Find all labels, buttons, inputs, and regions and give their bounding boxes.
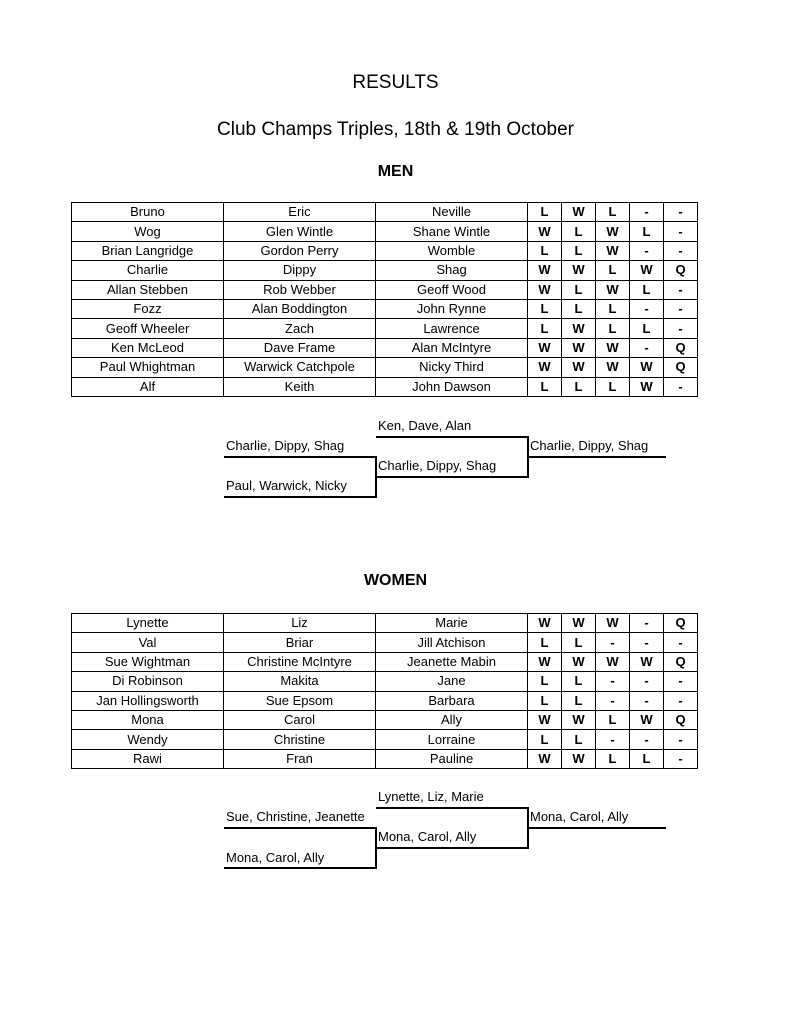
women-bracket-line	[528, 827, 666, 829]
women-result-row	[72, 749, 698, 768]
player-name-cell: Neville	[376, 203, 528, 222]
round-result-cell: -	[596, 672, 630, 691]
player-name-cell: Womble	[376, 241, 528, 260]
men-result-row	[72, 358, 698, 377]
women-bracket-semi-top-team: Lynette, Liz, Marie	[378, 789, 484, 804]
round-result-cell: L	[562, 672, 596, 691]
round-result-cell: W	[630, 358, 664, 377]
men-result-row	[72, 280, 698, 299]
round-result-cell: W	[562, 710, 596, 729]
player-name-cell: Dippy	[224, 261, 376, 280]
player-name-cell: Jan Hollingsworth	[72, 691, 224, 710]
player-name-cell: Keith	[224, 377, 376, 396]
round-result-cell: L	[528, 299, 562, 318]
player-name-cell: Rawi	[72, 749, 224, 768]
player-name-cell: Ken McLeod	[72, 338, 224, 357]
women-bracket-semi-bottom-team: Mona, Carol, Ally	[378, 829, 477, 844]
round-result-cell: -	[664, 691, 698, 710]
round-result-cell: -	[630, 633, 664, 652]
women-result-row	[72, 652, 698, 671]
round-result-cell: L	[562, 280, 596, 299]
men-result-row	[72, 241, 698, 260]
women-bracket-quarter-top-team: Sue, Christine, Jeanette	[226, 809, 365, 824]
round-result-cell: -	[630, 338, 664, 357]
player-name-cell: Lynette	[72, 614, 224, 633]
men-bracket-line	[528, 456, 666, 458]
player-name-cell: Dave Frame	[224, 338, 376, 357]
round-result-cell: L	[596, 203, 630, 222]
men-result-row	[72, 203, 698, 222]
player-name-cell: Geoff Wood	[376, 280, 528, 299]
men-section-heading: MEN	[377, 163, 414, 180]
player-name-cell: Alan Boddington	[224, 299, 376, 318]
player-name-cell: John Rynne	[376, 299, 528, 318]
men-results-table	[71, 202, 698, 397]
men-result-row	[72, 377, 698, 396]
player-name-cell: Eric	[224, 203, 376, 222]
player-name-cell: Zach	[224, 319, 376, 338]
round-result-cell: W	[596, 222, 630, 241]
men-result-row	[72, 261, 698, 280]
round-result-cell: Q	[664, 358, 698, 377]
round-result-cell: W	[528, 222, 562, 241]
round-result-cell: Q	[664, 652, 698, 671]
round-result-cell: W	[562, 358, 596, 377]
round-result-cell: L	[562, 222, 596, 241]
player-name-cell: Warwick Catchpole	[224, 358, 376, 377]
round-result-cell: -	[630, 241, 664, 260]
women-bracket-line	[224, 827, 376, 829]
men-bracket-quarter-bottom-team: Paul, Warwick, Nicky	[226, 478, 347, 493]
round-result-cell: -	[630, 299, 664, 318]
page-title: RESULTS	[352, 72, 439, 93]
player-name-cell: Lorraine	[376, 730, 528, 749]
round-result-cell: -	[596, 691, 630, 710]
round-result-cell: Q	[664, 614, 698, 633]
round-result-cell: Q	[664, 338, 698, 357]
player-name-cell: Fozz	[72, 299, 224, 318]
player-name-cell: Makita	[224, 672, 376, 691]
player-name-cell: Di Robinson	[72, 672, 224, 691]
women-result-row	[72, 614, 698, 633]
women-result-row	[72, 672, 698, 691]
round-result-cell: W	[528, 358, 562, 377]
round-result-cell: W	[630, 710, 664, 729]
women-section-heading: WOMEN	[363, 572, 428, 589]
round-result-cell: L	[562, 691, 596, 710]
player-name-cell: Jeanette Mabin	[376, 652, 528, 671]
round-result-cell: L	[630, 749, 664, 768]
men-bracket-semi-top-team: Ken, Dave, Alan	[378, 418, 472, 433]
men-bracket-line	[527, 436, 529, 478]
men-bracket-quarter-top-team: Charlie, Dippy, Shag	[226, 438, 345, 453]
round-result-cell: L	[528, 672, 562, 691]
women-bracket-line	[375, 827, 377, 869]
player-name-cell: Glen Wintle	[224, 222, 376, 241]
player-name-cell: Jane	[376, 672, 528, 691]
player-name-cell: Allan Stebben	[72, 280, 224, 299]
men-bracket-line	[375, 456, 377, 498]
round-result-cell: -	[664, 222, 698, 241]
player-name-cell: Shag	[376, 261, 528, 280]
round-result-cell: Q	[664, 261, 698, 280]
player-name-cell: Wendy	[72, 730, 224, 749]
men-bracket-line	[224, 456, 376, 458]
player-name-cell: John Dawson	[376, 377, 528, 396]
player-name-cell: Nicky Third	[376, 358, 528, 377]
player-name-cell: Rob Webber	[224, 280, 376, 299]
player-name-cell: Sue Wightman	[72, 652, 224, 671]
round-result-cell: L	[596, 299, 630, 318]
round-result-cell: L	[596, 261, 630, 280]
round-result-cell: W	[528, 261, 562, 280]
round-result-cell: -	[664, 319, 698, 338]
women-bracket-winner: Mona, Carol, Ally	[530, 809, 629, 824]
round-result-cell: W	[528, 652, 562, 671]
player-name-cell: Shane Wintle	[376, 222, 528, 241]
round-result-cell: -	[664, 299, 698, 318]
round-result-cell: L	[528, 203, 562, 222]
women-bracket-line	[376, 847, 528, 849]
player-name-cell: Gordon Perry	[224, 241, 376, 260]
player-name-cell: Fran	[224, 749, 376, 768]
round-result-cell: -	[630, 691, 664, 710]
round-result-cell: L	[596, 749, 630, 768]
player-name-cell: Sue Epsom	[224, 691, 376, 710]
player-name-cell: Geoff Wheeler	[72, 319, 224, 338]
men-results-body	[72, 203, 698, 397]
round-result-cell: W	[562, 749, 596, 768]
player-name-cell: Ally	[376, 710, 528, 729]
round-result-cell: W	[630, 377, 664, 396]
round-result-cell: -	[664, 730, 698, 749]
round-result-cell: W	[596, 280, 630, 299]
women-bracket-line	[376, 807, 528, 809]
round-result-cell: W	[562, 338, 596, 357]
player-name-cell: Wog	[72, 222, 224, 241]
men-result-row	[72, 222, 698, 241]
women-bracket-quarter-bottom-team: Mona, Carol, Ally	[226, 850, 325, 865]
player-name-cell: Christine McIntyre	[224, 652, 376, 671]
round-result-cell: L	[596, 319, 630, 338]
player-name-cell: Alan McIntyre	[376, 338, 528, 357]
round-result-cell: L	[528, 319, 562, 338]
player-name-cell: Val	[72, 633, 224, 652]
round-result-cell: W	[596, 614, 630, 633]
women-result-row	[72, 730, 698, 749]
round-result-cell: -	[664, 280, 698, 299]
women-results-table	[71, 613, 698, 769]
player-name-cell: Alf	[72, 377, 224, 396]
round-result-cell: -	[630, 614, 664, 633]
women-bracket-line	[527, 807, 529, 849]
round-result-cell: W	[562, 652, 596, 671]
round-result-cell: -	[664, 203, 698, 222]
round-result-cell: W	[596, 652, 630, 671]
round-result-cell: L	[528, 691, 562, 710]
round-result-cell: W	[528, 710, 562, 729]
round-result-cell: L	[630, 222, 664, 241]
round-result-cell: W	[528, 280, 562, 299]
round-result-cell: -	[664, 672, 698, 691]
player-name-cell: Briar	[224, 633, 376, 652]
men-bracket-line	[376, 436, 528, 438]
round-result-cell: L	[596, 710, 630, 729]
round-result-cell: L	[528, 377, 562, 396]
round-result-cell: L	[562, 730, 596, 749]
round-result-cell: -	[630, 730, 664, 749]
round-result-cell: L	[596, 377, 630, 396]
round-result-cell: L	[562, 299, 596, 318]
player-name-cell: Bruno	[72, 203, 224, 222]
men-result-row	[72, 338, 698, 357]
page-subtitle: Club Champs Triples, 18th & 19th October	[217, 119, 574, 140]
player-name-cell: Pauline	[376, 749, 528, 768]
player-name-cell: Christine	[224, 730, 376, 749]
men-bracket-winner: Charlie, Dippy, Shag	[530, 438, 649, 453]
women-result-row	[72, 633, 698, 652]
round-result-cell: W	[562, 203, 596, 222]
player-name-cell: Brian Langridge	[72, 241, 224, 260]
round-result-cell: -	[664, 749, 698, 768]
round-result-cell: L	[562, 633, 596, 652]
player-name-cell: Mona	[72, 710, 224, 729]
round-result-cell: -	[664, 377, 698, 396]
men-bracket-semi-bottom-team: Charlie, Dippy, Shag	[378, 458, 497, 473]
round-result-cell: -	[630, 672, 664, 691]
women-bracket-line	[224, 867, 376, 869]
round-result-cell: -	[630, 203, 664, 222]
round-result-cell: W	[528, 338, 562, 357]
round-result-cell: L	[630, 280, 664, 299]
men-result-row	[72, 299, 698, 318]
round-result-cell: W	[528, 749, 562, 768]
round-result-cell: W	[562, 319, 596, 338]
round-result-cell: -	[664, 633, 698, 652]
round-result-cell: L	[562, 377, 596, 396]
player-name-cell: Liz	[224, 614, 376, 633]
player-name-cell: Lawrence	[376, 319, 528, 338]
round-result-cell: W	[630, 652, 664, 671]
round-result-cell: L	[630, 319, 664, 338]
player-name-cell: Jill Atchison	[376, 633, 528, 652]
men-bracket-line	[376, 476, 528, 478]
round-result-cell: L	[562, 241, 596, 260]
round-result-cell: W	[596, 241, 630, 260]
player-name-cell: Marie	[376, 614, 528, 633]
round-result-cell: W	[562, 261, 596, 280]
round-result-cell: Q	[664, 710, 698, 729]
player-name-cell: Barbara	[376, 691, 528, 710]
round-result-cell: -	[596, 730, 630, 749]
women-result-row	[72, 691, 698, 710]
round-result-cell: -	[596, 633, 630, 652]
women-result-row	[72, 710, 698, 729]
round-result-cell: L	[528, 633, 562, 652]
round-result-cell: L	[528, 241, 562, 260]
men-result-row	[72, 319, 698, 338]
women-results-body	[72, 614, 698, 769]
player-name-cell: Charlie	[72, 261, 224, 280]
round-result-cell: W	[596, 338, 630, 357]
round-result-cell: W	[630, 261, 664, 280]
round-result-cell: W	[562, 614, 596, 633]
round-result-cell: L	[528, 730, 562, 749]
men-bracket-line	[224, 496, 376, 498]
round-result-cell: W	[528, 614, 562, 633]
player-name-cell: Carol	[224, 710, 376, 729]
round-result-cell: W	[596, 358, 630, 377]
player-name-cell: Paul Whightman	[72, 358, 224, 377]
round-result-cell: -	[664, 241, 698, 260]
